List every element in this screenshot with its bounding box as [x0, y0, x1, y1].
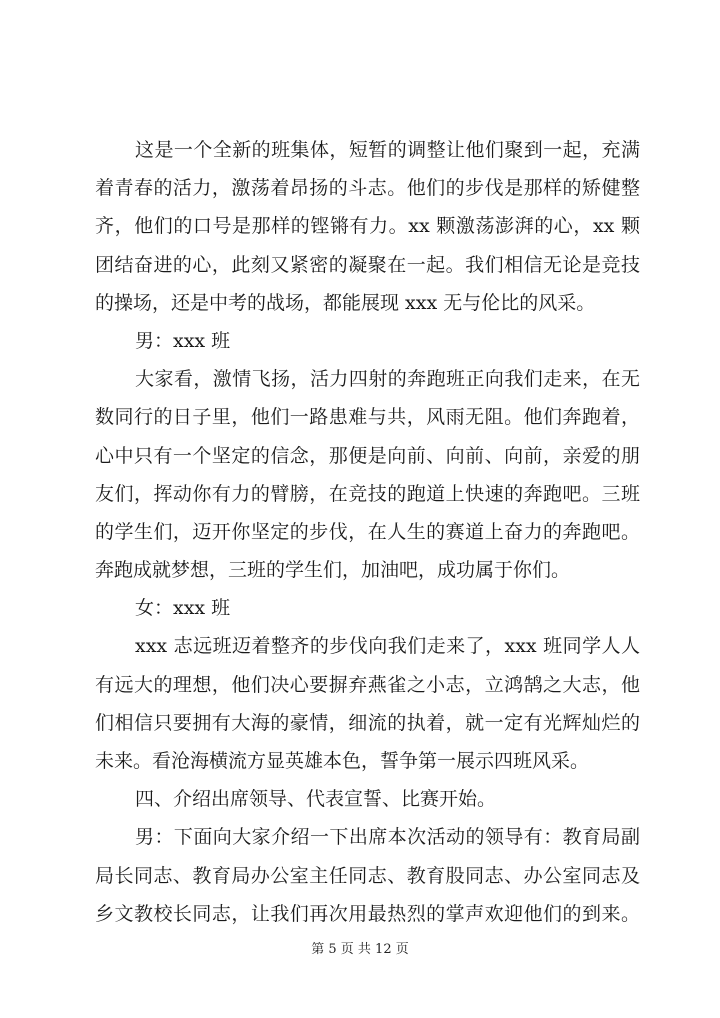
text-line: 女：xxx 班 [135, 597, 231, 620]
text-line: 这是一个全新的班集体，短暂的调整让他们聚到一起，充满 [135, 139, 640, 161]
text-line: 大家看，激情飞扬，活力四射的奔跑班正向我们走来，在无 [135, 368, 640, 391]
text-line: 局长同志、教育局办公室主任同志、教育股同志、办公室同志及 [95, 864, 640, 887]
text-line: 心中只有一个坚定的信念，那便是向前、向前、向前，亲爱的朋 [95, 444, 640, 467]
text-line: 乡文教校长同志，让我们再次用最热烈的掌声欢迎他们的到来。 [95, 902, 640, 925]
text-line: 男：下面向大家介绍一下出席本次活动的领导有：教育局副 [135, 826, 640, 849]
text-line: 友们，挥动你有力的臂膀，在竞技的跑道上快速的奔跑吧。三班 [95, 482, 640, 505]
text-line: 奔跑成就梦想，三班的学生们，加油吧，成功属于你们。 [95, 559, 571, 582]
text-line: 四、介绍出席领导、代表宣誓、比赛开始。 [135, 788, 497, 811]
text-line: 着青春的活力，激荡着昂扬的斗志。他们的步伐是那样的矫健整 [95, 177, 640, 200]
page-number-footer: 第 5 页 共 12 页 [311, 942, 409, 957]
text-line: 们相信只要拥有大海的豪情，细流的执着，就一定有光辉灿烂的 [95, 711, 640, 734]
text-line: 男：xxx 班 [135, 329, 231, 352]
text-line: 未来。看沧海横流方显英雄本色，誓争第一展示四班风采。 [95, 750, 590, 772]
text-line: xxx 志远班迈着整齐的步伐向我们走来了，xxx 班同学人人 [135, 635, 640, 658]
text-line: 的操场，还是中考的战场，都能展现 xxx 无与伦比的风采。 [95, 291, 596, 314]
text-line: 齐，他们的口号是那样的铿锵有力。xx 颗激荡澎湃的心，xx 颗 [95, 215, 640, 238]
text-line: 数同行的日子里，他们一路患难与共，风雨无阻。他们奔跑着， [95, 406, 640, 429]
text-line: 有远大的理想，他们决心要摒弃燕雀之小志，立鸿鹄之大志，他 [95, 673, 640, 696]
text-line: 团结奋进的心，此刻又紧密的凝聚在一起。我们相信无论是竞技 [95, 253, 640, 276]
text-line: 的学生们，迈开你坚定的步伐，在人生的赛道上奋力的奔跑吧。 [95, 520, 640, 543]
document-body [95, 131, 640, 933]
